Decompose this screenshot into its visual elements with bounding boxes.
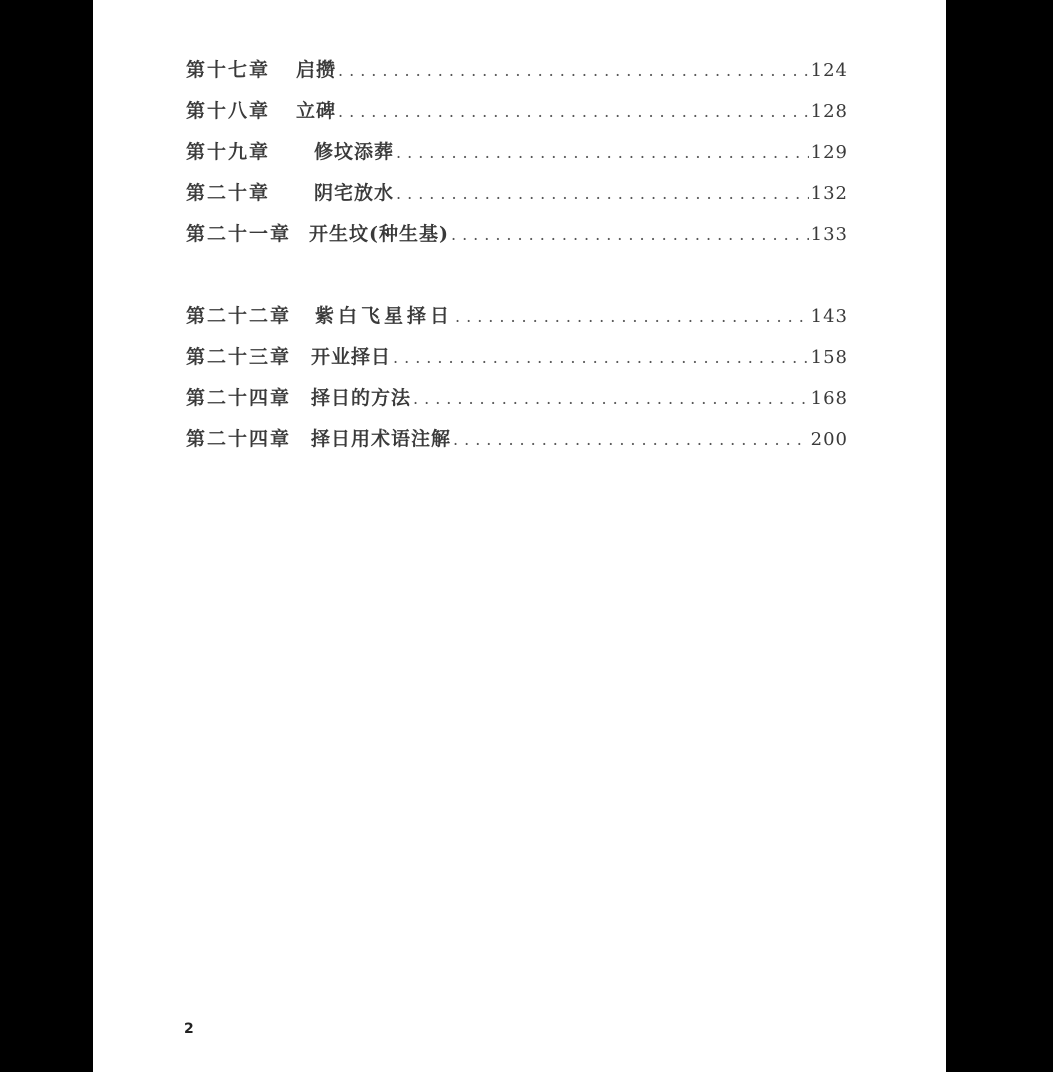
- toc-entry[interactable]: [186, 55, 848, 85]
- toc-entry[interactable]: [186, 383, 848, 413]
- toc-chapter: 第十八章: [186, 100, 271, 122]
- toc-entry[interactable]: [186, 301, 848, 331]
- toc-dot-leader: [393, 343, 809, 373]
- page-number: 2: [184, 1021, 194, 1037]
- toc-entry[interactable]: [186, 137, 848, 167]
- toc-dot-leader: [396, 179, 809, 209]
- toc-chapter: 第二十三章: [186, 346, 292, 368]
- toc-title: 立碑: [296, 100, 337, 122]
- toc-title: 修坟添葬: [314, 141, 395, 163]
- toc-title: 择日用术语注解: [311, 428, 452, 450]
- toc-title: 择日的方法: [311, 387, 412, 409]
- toc-page-number: 133: [810, 224, 848, 245]
- toc-page-number: 168: [810, 388, 848, 409]
- toc-chapter: 第二十一章: [186, 223, 292, 245]
- toc-chapter: 第二十章: [186, 182, 271, 204]
- toc-page-number: 129: [810, 142, 848, 163]
- toc-chapter: 第二十二章: [186, 305, 292, 327]
- toc-dot-leader: [455, 302, 809, 332]
- toc-entry[interactable]: [186, 342, 848, 372]
- toc-page-number: 124: [810, 60, 848, 81]
- document-page: [93, 0, 946, 1072]
- toc-title: 启攒: [296, 59, 337, 81]
- toc-title: 开业择日: [311, 346, 392, 368]
- toc-entry[interactable]: [186, 219, 848, 249]
- toc-dot-leader: [413, 384, 809, 414]
- toc-dot-leader: [338, 56, 809, 86]
- toc-dot-leader: [451, 220, 809, 250]
- toc-dot-leader: [338, 97, 809, 127]
- toc-page-number: 143: [810, 306, 848, 327]
- toc-chapter: 第二十四章: [186, 428, 292, 450]
- toc-dot-leader: [396, 138, 809, 168]
- toc-title: 开生坟(种生基): [309, 223, 449, 245]
- toc-page-number: 158: [810, 347, 848, 368]
- toc-entry[interactable]: [186, 178, 848, 208]
- toc-chapter: 第十七章: [186, 59, 271, 81]
- toc-entry[interactable]: [186, 424, 848, 454]
- toc-title: 紫白飞星择日: [315, 305, 454, 327]
- toc-chapter: 第十九章: [186, 141, 271, 163]
- toc-page-number: 128: [810, 101, 848, 122]
- toc-page-number: 132: [810, 183, 848, 204]
- toc-title: 阴宅放水: [314, 182, 395, 204]
- toc-entry[interactable]: [186, 96, 848, 126]
- toc-dot-leader: [453, 425, 809, 455]
- toc-page-number: 200: [810, 429, 848, 450]
- toc-chapter: 第二十四章: [186, 387, 292, 409]
